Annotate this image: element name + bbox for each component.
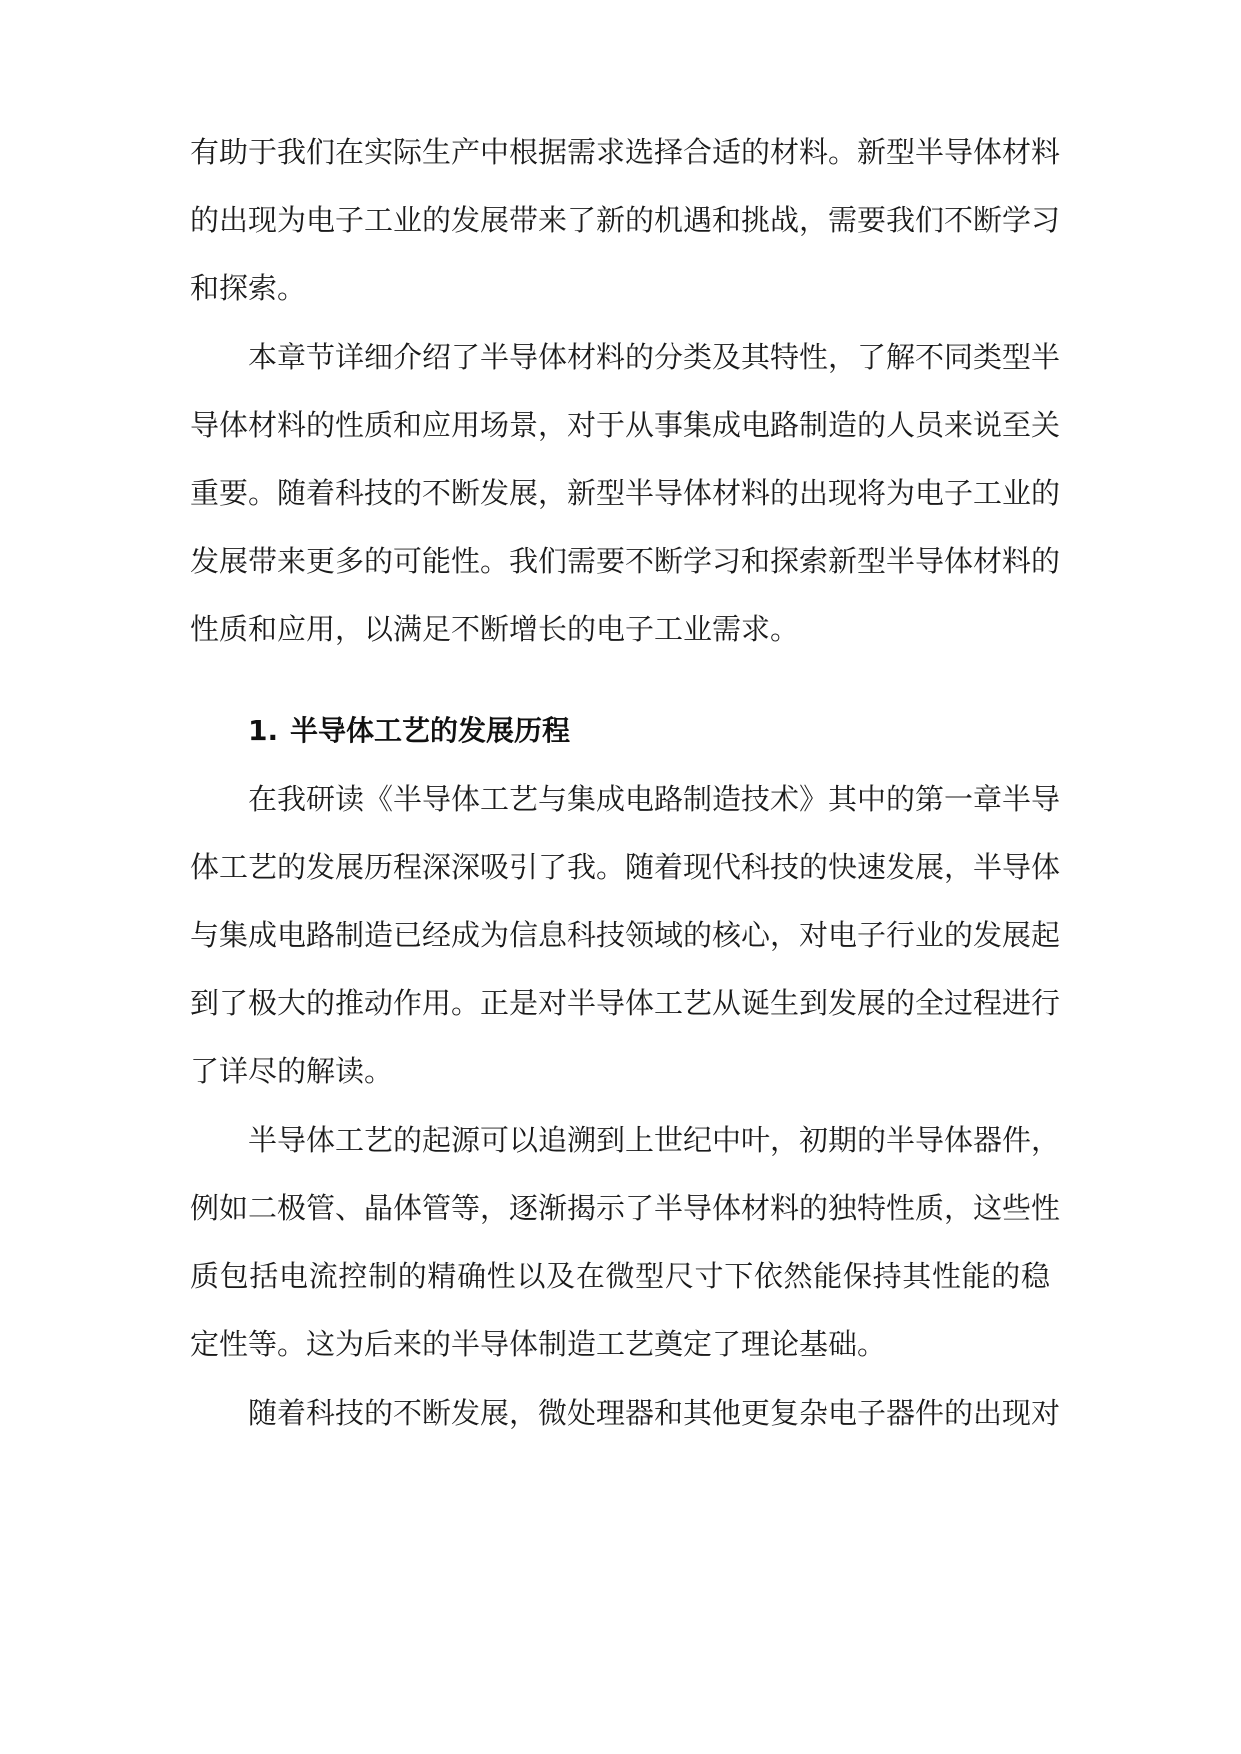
section-heading	[248, 707, 570, 755]
paragraph-2-line-2: 导体材料的性质和应用场景，对于从事集成电路制造的人员来说至关	[190, 408, 1061, 442]
section-paragraph-2-line-4: 定性等。这为后来的半导体制造工艺奠定了理论基础。	[190, 1327, 887, 1361]
section-number: 1.	[248, 714, 279, 747]
paragraph-2-line-1: 本章节详细介绍了半导体材料的分类及其特性，了解不同类型半	[248, 340, 1061, 374]
section-paragraph-2-line-2: 例如二极管、晶体管等，逐渐揭示了半导体材料的独特性质，这些性	[190, 1191, 1061, 1225]
section-paragraph-1-line-5: 了详尽的解读。	[190, 1054, 394, 1088]
paragraph-2-line-5: 性质和应用，以满足不断增长的电子工业需求。	[190, 612, 800, 646]
section-paragraph-1-line-3: 与集成电路制造已经成为信息科技领域的核心，对电子行业的发展起	[190, 918, 1061, 952]
paragraph-2-line-4: 发展带来更多的可能性。我们需要不断学习和探索新型半导体材料的	[190, 544, 1061, 578]
paragraph-1-line-1: 有助于我们在实际生产中根据需求选择合适的材料。新型半导体材料	[190, 135, 1061, 169]
section-paragraph-2-line-1: 半导体工艺的起源可以追溯到上世纪中叶，初期的半导体器件，	[248, 1123, 1061, 1157]
section-paragraph-1-line-4: 到了极大的推动作用。正是对半导体工艺从诞生到发展的全过程进行	[190, 986, 1061, 1020]
paragraph-2-line-3: 重要。随着科技的不断发展，新型半导体材料的出现将为电子工业的	[190, 476, 1061, 510]
section-title: 半导体工艺的发展历程	[290, 714, 571, 747]
section-paragraph-2-line-3: 质包括电流控制的精确性以及在微型尺寸下依然能保持其性能的稳	[190, 1259, 1050, 1293]
section-paragraph-3-line-1: 随着科技的不断发展，微处理器和其他更复杂电子器件的出现对	[248, 1396, 1061, 1430]
section-paragraph-1-line-2: 体工艺的发展历程深深吸引了我。随着现代科技的快速发展，半导体	[190, 850, 1061, 884]
paragraph-1-line-3: 和探索。	[190, 271, 307, 305]
section-paragraph-1-line-1: 在我研读《半导体工艺与集成电路制造技术》其中的第一章半导	[248, 782, 1061, 816]
paragraph-1-line-2: 的出现为电子工业的发展带来了新的机遇和挑战，需要我们不断学习	[190, 203, 1061, 237]
